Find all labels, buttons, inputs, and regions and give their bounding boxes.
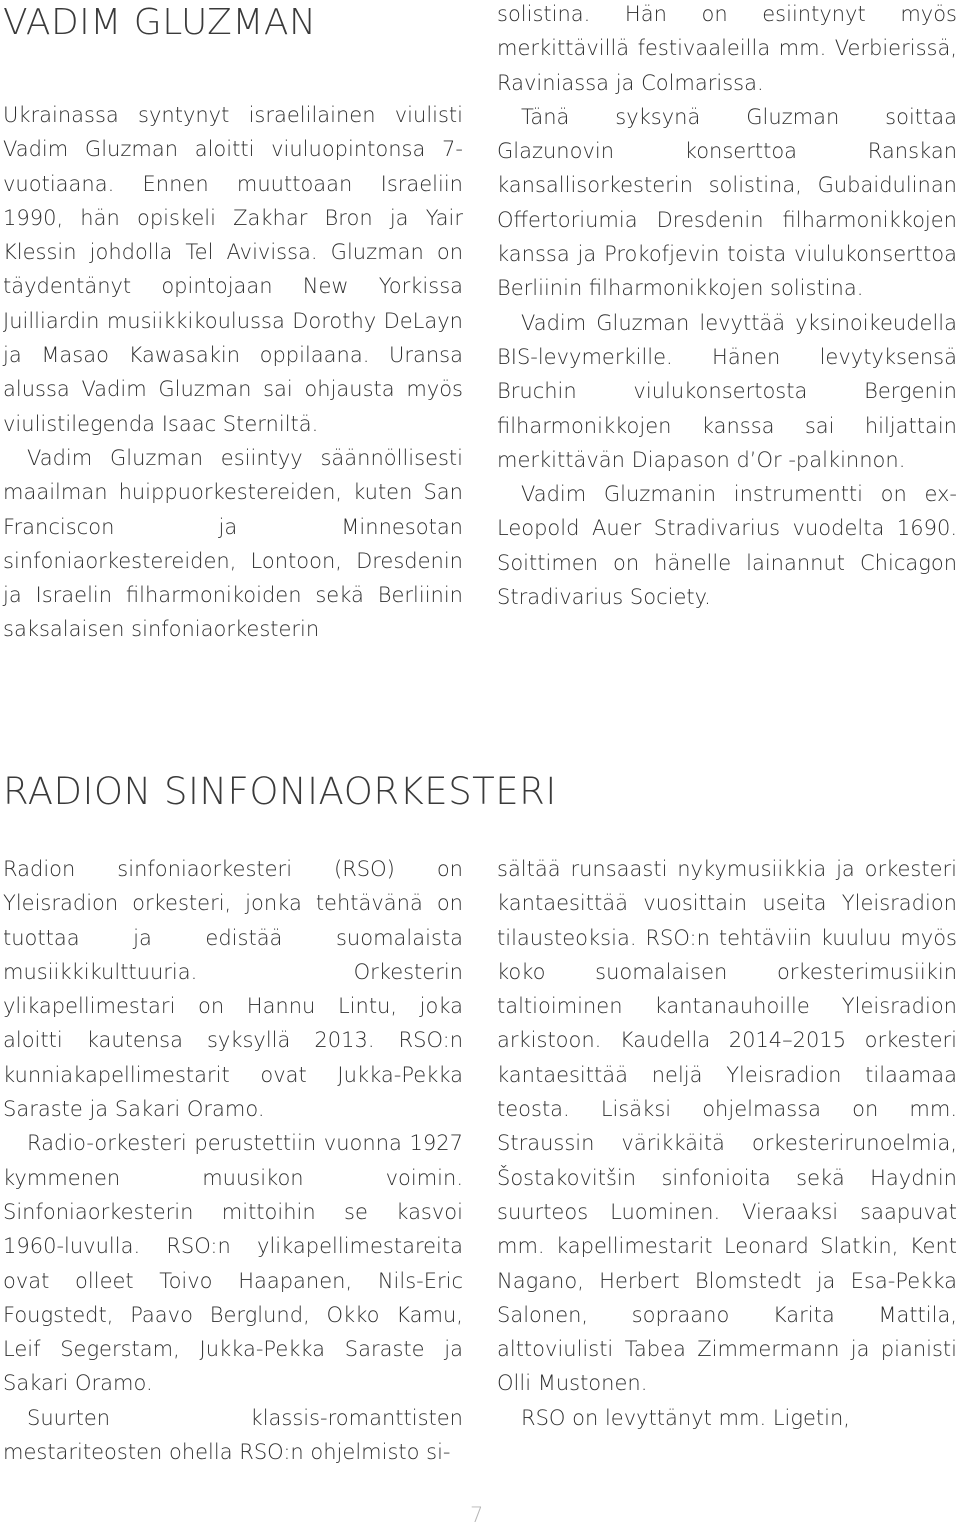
section-title-radion-sinfoniaorkesteri: RADION SINFONIAORKESTERI [3, 770, 557, 813]
paragraph: Radion sinfoniaorkesteri (RSO) on Yleisradion orkesteri, jonka tehtävänä on tuottaa ja edistää suomalaista musiikkikulttuuria. Orkesterin ylikapellimestari on Hannu Lintu, joka aloitti kautensa syksyllä 2013. RSO:n kunniakapellimestarit ovat Jukka-Pekka Saraste ja Sakari Oramo. [3, 857, 463, 1122]
paragraph: Vadim Gluzmanin instrumentti on ex-Leopold Auer Stradivarius vuodelta 1690. Soittimen on hänelle lainannut Chicagon Stradivarius Society. [497, 482, 957, 610]
section2-left-column [3, 852, 463, 1469]
paragraph: Radio-orkesteri perustettiin vuonna 1927 kymmenen muusikon voimin. Sinfoniaorkesterin mittoihin se kasvoi 1960-luvulla. RSO:n ylikapellimestareita ovat olleet Toivo Haapanen, Nils-Eric Fougstedt, Paavo Berglund, Okko Kamu, Leif Segerstam, Jukka-Pekka Saraste ja Sakari Oramo. [3, 1131, 463, 1396]
section-title-vadim-gluzman: VADIM GLUZMAN [3, 2, 317, 43]
paragraph: Vadim Gluzman esiintyy säännöllisesti maailman huippuorkestereiden, kuten San Franciscon ja Minnesotan sinfoniaorkestereiden, Lontoon, Dresdenin ja Israelin filharmonikoiden sekä Berliinin saksalaisen sinfoniaorkesterin [3, 445, 463, 642]
paragraph: Ukrainassa syntynyt israelilainen viulisti Vadim Gluzman aloitti viuluopintonsa 7-vuotiaana. Ennen muuttoaan Israeliin 1990, hän opiskeli Zakhar Bron ja Yair Klessin johdolla Tel Avivissa. Gluzman on täydentänyt opintojaan New Yorkissa Juilliardin musiikkikoulussa Dorothy DeLayn ja Masao Kawasakin oppilaana. Uransa alussa Vadim Gluzman sai ohjausta myös viulistilegenda Isaac Sterniltä. [3, 103, 463, 436]
section1-left-column [3, 98, 463, 647]
paragraph: sältää runsaasti nykymusiikkia ja orkesteri kantaesittää vuosittain useita Yleisradion tilausteoksia. RSO:n tehtäviin kuuluu myös koko suomalaisen orkesterimusiikin taltioiminen kantanauhoille Yleisradion arkistoon. Kaudella 2014–2015 orkesteri kantaesittää neljä Yleisradion tilaamaa teosta. Lisäksi ohjelmassa on mm. Straussin värikkäitä orkesterirunoelmia, Šostakovitšin sinfonioita sekä Haydnin suurteos Luominen. Vieraaksi saapuvat mm. kapellimestarit Leonard Slatkin, Kent Nagano, Herbert Blomstedt ja Esa-Pekka Salonen, sopraano Karita Mattila, alttoviulisti Tabea Zimmermann ja pianisti Olli Mustonen. [497, 857, 957, 1396]
section1-right-column [497, 0, 957, 614]
paragraph: solistina. Hän on esiintynyt myös merkittävillä festivaaleilla mm. Verbierissä, Raviniassa ja Colmarissa. [497, 2, 957, 95]
paragraph: Suurten klassis-romanttisten mestariteosten ohella RSO:n ohjelmisto si- [3, 1405, 463, 1465]
section2-right-column [497, 852, 957, 1435]
paragraph: Tänä syksynä Gluzman soittaa Glazunovin konserttoa Ranskan kansallisorkesterin solistina, Gubaidulinan Offertoriumia Dresdenin filharmonikkojen kanssa ja Prokofjevin toista viulukonserttoa Berliinin filharmonikkojen solistina. [497, 104, 957, 301]
paragraph: RSO on levyttänyt mm. Ligetin, [521, 1405, 850, 1430]
page-number: 7 [470, 1503, 484, 1527]
paragraph: Vadim Gluzman levyttää yksinoikeudella BIS-levymerkille. Hänen levytyksensä Bruchin viulukonsertosta Bergenin filharmonikkojen kanssa sai hiljattain merkittävän Diapason d’Or -palkinnon. [497, 310, 957, 472]
